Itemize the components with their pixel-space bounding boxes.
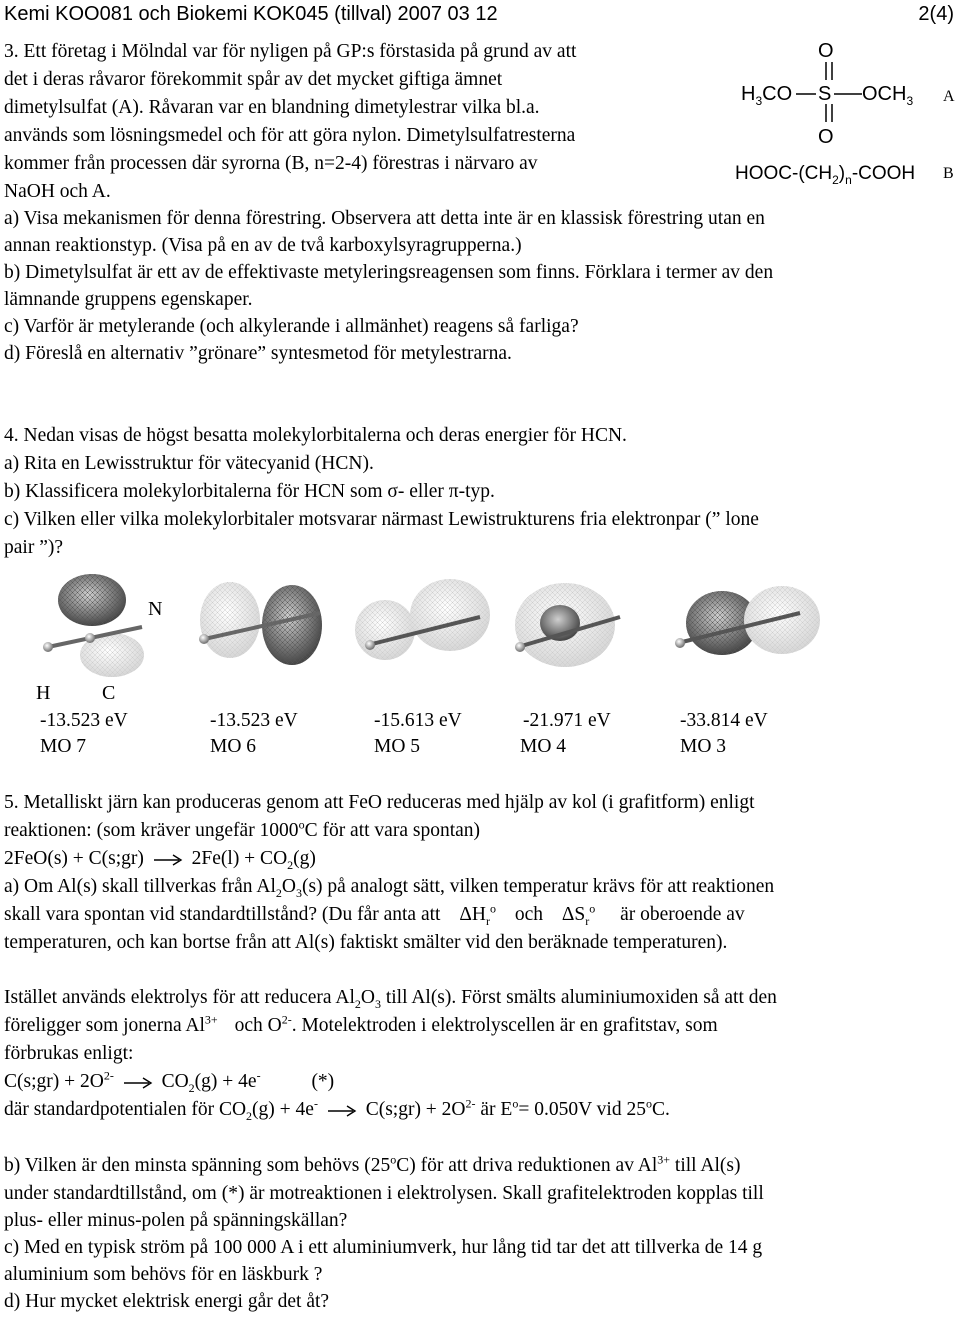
document-header-title: Kemi KOO081 och Biokemi KOK045 (tillval) 2007 03 12 <box>4 3 498 25</box>
reaction-arrow-icon <box>153 854 183 866</box>
mo6-energy: -13.523 eV <box>210 710 298 731</box>
mo7-orbital-image <box>43 574 144 677</box>
struct-b-label: B <box>943 165 954 182</box>
q5-line-2: reaktionen: (som kräver ungefär 1000$^o$C för att vara spontan) <box>4 817 481 841</box>
q3-line-3: dimetylsulfat (A). Råvaran var en blandning dimetylestrar vilka bl.a. <box>4 97 540 118</box>
q3-part-a-line-1: a) Visa mekanismen för denna förestring. Observera att detta inte är en klassisk förestring utan en <box>4 208 765 229</box>
mo4-label: MO 4 <box>520 736 567 757</box>
mo6-orbital-image <box>199 582 322 665</box>
mo7-label: MO 7 <box>40 736 87 757</box>
q4-part-b: b) Klassificera molekylorbitalerna för HCN som σ- eller π-typ. <box>4 481 495 502</box>
q5-electrolysis-line-3: förbrukas enligt: <box>4 1043 134 1064</box>
reaction-arrow-icon <box>123 1077 153 1089</box>
mo3-energy: -33.814 eV <box>680 710 768 731</box>
q4-part-c-line-2: pair ”)? <box>4 537 63 558</box>
mo3-label: MO 3 <box>680 736 727 757</box>
mo5-orbital-image <box>355 579 490 660</box>
q3-part-a-line-2: annan reaktionstyp. (Visa på en av de två karboxylsyragrupperna.) <box>4 235 522 256</box>
q5-part-a-line-1: a) Om Al(s) skall tillverkas från $Al_2O_3(s)$ på analogt sätt, vilken temperatur krävs för att reaktionen <box>4 876 775 900</box>
q3-part-c: c) Varför är metylerande (och alkylerande i allmänhet) reagens så farliga? <box>4 316 579 337</box>
q3-line-5: kommer från processen där syrorna (B, n=2-4) förestras i närvaro av <box>4 153 538 174</box>
q3-line-1: 3. Ett företag i Mölndal var för nyligen på GP:s förstasida på grund av att <box>4 41 577 62</box>
q5-part-c-line-2: aluminium som behövs för en läskburk ? <box>4 1264 323 1285</box>
q3-line-4: används som lösningsmedel och för att göra nylon. Dimetylsulfatresterna <box>4 125 576 146</box>
q5-electrolysis-line-2: föreligger som jonerna $Al^{3+}$ och $O^{2-}$. Motelektroden i elektrolyscellen är en grafitstav, som <box>4 1012 718 1036</box>
mo6-label: MO 6 <box>210 736 257 757</box>
atom-label-n: N <box>148 598 163 620</box>
atom-label-c: C <box>102 682 116 704</box>
q5-part-b-line-1: b) Vilken är den minsta spänning som behövs (25$^o$C) för att driva reduktionen av $Al^{3+}$ till Al(s) <box>4 1152 741 1176</box>
q3-part-b-line-2: lämnande gruppens egenskaper. <box>4 289 253 310</box>
q5-part-b-line-2: under standardtillstånd, om (*) är motreaktionen i elektrolysen. Skall grafitelektroden kopplas till <box>4 1183 764 1204</box>
struct-a-sulfur: S <box>818 83 832 105</box>
q3-line-2: det i deras råvaror förekommit spår av det mycket giftiga ämnet <box>4 69 503 90</box>
struct-a-oxygen-bottom: O <box>818 126 834 148</box>
q5-part-b-line-3: plus- eller minus-polen på spänningskällan? <box>4 1210 348 1231</box>
q5-reaction-feo: 2FeO(s) + C(s;gr) $2Fe(l) + CO_2(g)$ <box>4 848 316 872</box>
mo3-orbital-image <box>675 586 820 655</box>
hcn-molecular-orbitals-figure <box>30 565 820 710</box>
q5-line-1: 5. Metalliskt järn kan produceras genom att FeO reduceras med hjälp av kol (i grafitform) enligt <box>4 792 755 813</box>
struct-a-h3co: $H_3CO$ <box>741 83 793 108</box>
reaction-arrow-icon <box>327 1105 357 1117</box>
page-number: 2(4) <box>918 3 954 25</box>
struct-b-formula: HOOC-$(CH_2)_n$-COOH <box>735 163 916 187</box>
q4-part-c-line-1: c) Vilken eller vilka molekylorbitaler motsvarar närmast Lewistrukturens fria elektronpar (” lone <box>4 509 759 530</box>
mo7-energy: -13.523 eV <box>40 710 128 731</box>
q5-part-d: d) Hur mycket elektrisk energi går det åt? <box>4 1291 330 1312</box>
q5-part-a-line-3: temperaturen, och kan bortse från att Al(s) faktiskt smälter vid den beräknade temperaturen). <box>4 932 728 953</box>
q3-line-6: NaOH och A. <box>4 181 111 202</box>
struct-a-oxygen-top: O <box>818 40 834 62</box>
q4-part-a: a) Rita en Lewisstruktur för vätecyanid (HCN). <box>4 453 374 474</box>
mo5-label: MO 5 <box>374 736 421 757</box>
q5-electrolysis-line-1: Istället används elektrolys för att reducera $Al_2O_3$ till Al(s). Först smälts aluminiumoxiden så att den <box>4 987 777 1011</box>
q5-standard-potential: där standardpotentialen för $CO_2(g) + 4e^-$ C(s;gr) + $2O^{2-}$ är $E^o= 0.050V$ vid 25$^o$C. <box>4 1096 670 1123</box>
q5-anode-reaction: C(s;gr) + $2O^{2-}$ $CO_2(g) + 4e^-$ (*) <box>4 1068 335 1095</box>
q5-part-a-line-2: skall vara spontan vid standardtillstånd? (Du får anta att $\Delta H_r^o$ och $\Delta S_r^o$ är oberoende av <box>4 901 745 928</box>
q3-part-d: d) Föreslå en alternativ ”grönare” syntesmetod för metylestrarna. <box>4 343 512 364</box>
mo5-energy: -15.613 eV <box>374 710 462 731</box>
mo4-orbital-image <box>515 583 620 667</box>
q4-line-1: 4. Nedan visas de högst besatta molekylorbitalerna och deras energier för HCN. <box>4 425 627 446</box>
struct-a-och3: $OCH_3$ <box>862 83 914 108</box>
struct-a-label: A <box>943 88 955 105</box>
atom-label-h: H <box>36 682 51 704</box>
q3-part-b-line-1: b) Dimetylsulfat är ett av de effektivaste metyleringsreagensen som finns. Förklara i termer av den <box>4 262 774 283</box>
mo4-energy: -21.971 eV <box>523 710 611 731</box>
q5-part-c-line-1: c) Med en typisk ström på 100 000 A i ett aluminiumverk, hur lång tid tar det att tillverka de 14 g <box>4 1237 763 1258</box>
